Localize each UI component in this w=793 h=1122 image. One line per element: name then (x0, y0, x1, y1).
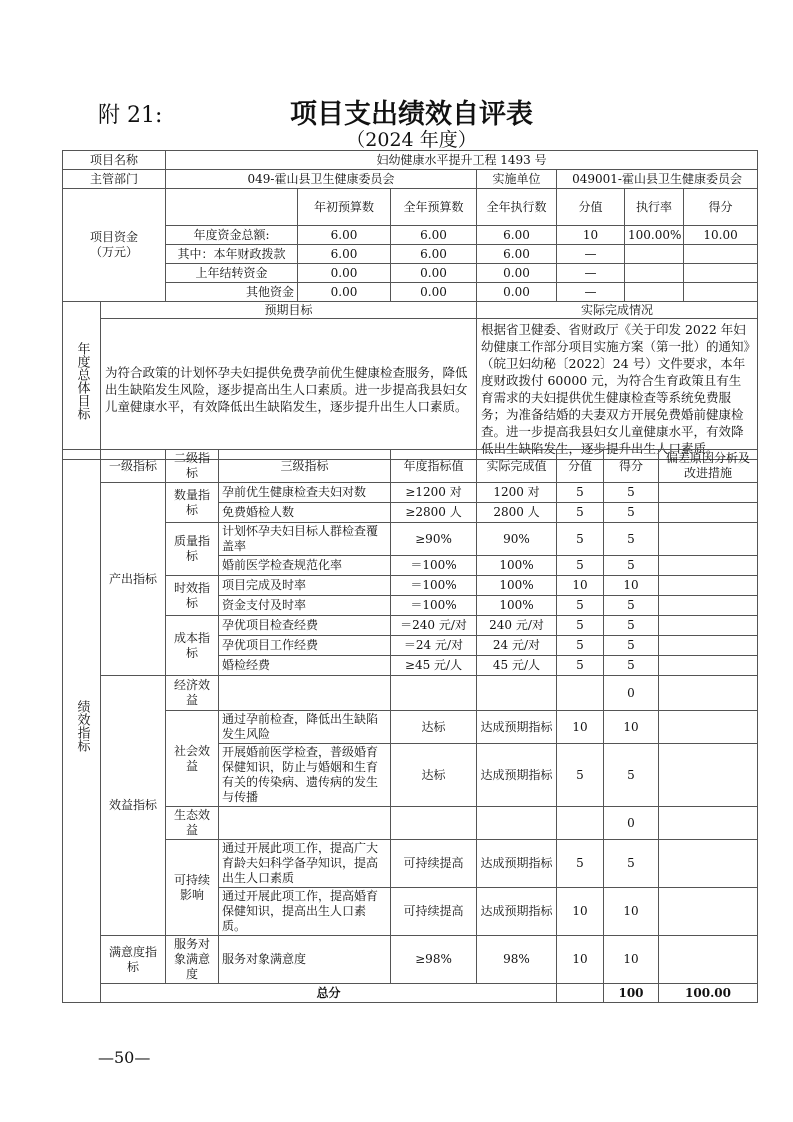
level2-social: 社会效益 (166, 711, 219, 807)
header-target: 年度指标值 (391, 450, 477, 483)
funds-row-label: 其他资金 (166, 283, 298, 302)
indicator-weight: 5 (557, 503, 604, 523)
indicator-score: 0 (604, 676, 659, 711)
indicator-weight: 10 (557, 888, 604, 936)
indicator-remark (659, 556, 758, 576)
indicator-target: ＝100% (391, 576, 477, 596)
indicator-name (219, 676, 391, 711)
funds-score-value: — (557, 283, 625, 302)
level2-ecological: 生态效益 (166, 807, 219, 840)
indicator-weight: 5 (557, 636, 604, 656)
department-label: 主管部门 (63, 170, 166, 189)
indicator-score: 5 (604, 503, 659, 523)
funds-score: 10.00 (684, 226, 758, 245)
funds-row (63, 283, 758, 302)
indicator-score: 5 (604, 596, 659, 616)
indicator-score: 5 (604, 744, 659, 807)
implementer-value: 049001-霍山县卫生健康委员会 (557, 170, 758, 189)
indicator-score: 10 (604, 576, 659, 596)
indicator-score: 5 (604, 656, 659, 676)
goals-content-row (63, 319, 758, 460)
indicator-name: 婚检经费 (219, 656, 391, 676)
indicator-actual: 达成预期指标 (477, 840, 557, 888)
level2-service: 服务对象满意度 (166, 936, 219, 984)
indicator-actual: 24 元/对 (477, 636, 557, 656)
indicator-remark (659, 656, 758, 676)
funds-annual: 6.00 (391, 245, 477, 264)
indicator-target: ≥98% (391, 936, 477, 984)
level1-benefit: 效益指标 (101, 676, 166, 936)
header-level3: 三级指标 (219, 450, 391, 483)
funds-row-label: 上年结转资金 (166, 264, 298, 283)
funds-initial: 6.00 (298, 226, 391, 245)
funds-header-row (63, 189, 758, 226)
level2-timeliness: 时效指标 (166, 576, 219, 616)
funds-header: 得分 (684, 189, 758, 226)
indicator-remark (659, 636, 758, 656)
level2-cost: 成本指标 (166, 616, 219, 676)
level1-satisfaction: 满意度指标 (101, 936, 166, 984)
attachment-label: 附 21: (98, 103, 163, 128)
indicator-row (63, 807, 758, 840)
indicator-target: ≥2800 人 (391, 503, 477, 523)
indicator-actual: 45 元/人 (477, 656, 557, 676)
indicator-row (63, 616, 758, 636)
indicator-row (63, 676, 758, 711)
indicators-table (62, 449, 758, 1003)
indicators-header-row (63, 450, 758, 483)
funds-initial: 6.00 (298, 245, 391, 264)
department-row (63, 170, 758, 189)
indicator-score: 5 (604, 523, 659, 556)
indicator-target: 达标 (391, 711, 477, 744)
indicator-name: 婚前医学检查规范化率 (219, 556, 391, 576)
indicator-name: 计划怀孕夫妇目标人群检查覆盖率 (219, 523, 391, 556)
indicator-remark (659, 503, 758, 523)
indicator-name: 通过开展此项工作，提高广大育龄夫妇科学备孕知识，提高出生人口素质 (219, 840, 391, 888)
indicator-actual: 达成预期指标 (477, 711, 557, 744)
indicator-target: 可持续提高 (391, 840, 477, 888)
project-name-value: 妇幼健康水平提升工程 1493 号 (166, 151, 758, 170)
indicator-remark (659, 711, 758, 744)
funds-row (63, 226, 758, 245)
funds-row (63, 264, 758, 283)
indicator-weight (557, 676, 604, 711)
funds-rate (625, 264, 684, 283)
indicator-actual: 达成预期指标 (477, 744, 557, 807)
indicator-remark (659, 936, 758, 984)
actual-completion-text: 根据省卫健委、省财政厅《关于印发 2022 年妇幼健康工作部分项目实施方案（第一批）的通知》（皖卫妇幼秘〔2022〕24 号）文件要求，本年度财政拨付 60000 元，为符合生育政策且有生育需求的夫妇提供优生健康检查等系统免费服务；为准备结婚的夫妻双方开展免费婚前健康检查。进一步提高我县妇女儿童健康水平，有效降低出生缺陷发生，逐步提升出生人口素质。 (477, 319, 758, 460)
funds-score-value: — (557, 245, 625, 264)
performance-indicators-label: 绩效指标 (63, 450, 101, 1003)
indicator-weight: 10 (557, 711, 604, 744)
funds-header: 分值 (557, 189, 625, 226)
page-title: 项目支出绩效自评表 (290, 99, 533, 130)
indicator-remark (659, 807, 758, 840)
page-subtitle: （2024 年度） (346, 129, 477, 151)
expected-goal-header: 预期目标 (101, 302, 477, 319)
funds-executed: 0.00 (477, 264, 557, 283)
indicator-weight: 5 (557, 656, 604, 676)
indicator-remark (659, 596, 758, 616)
funds-executed: 6.00 (477, 245, 557, 264)
indicator-target: ＝100% (391, 596, 477, 616)
indicator-actual: 100% (477, 576, 557, 596)
indicator-target: ＝24 元/对 (391, 636, 477, 656)
indicator-name (219, 807, 391, 840)
funds-rate (625, 283, 684, 302)
indicator-remark (659, 483, 758, 503)
header-remark: 偏差原因分析及改进措施 (659, 450, 758, 483)
indicator-target: 可持续提高 (391, 888, 477, 936)
indicator-weight: 5 (557, 744, 604, 807)
indicator-actual: 达成预期指标 (477, 888, 557, 936)
indicator-weight (557, 807, 604, 840)
project-name-label: 项目名称 (63, 151, 166, 170)
level1-output: 产出指标 (101, 483, 166, 676)
header-level2: 二级指标 (166, 450, 219, 483)
level2-quality: 质量指标 (166, 523, 219, 576)
funds-row-label: 年度资金总额: (166, 226, 298, 245)
indicator-row (63, 523, 758, 556)
indicator-weight: 5 (557, 840, 604, 888)
indicator-weight: 5 (557, 483, 604, 503)
indicator-score: 10 (604, 888, 659, 936)
indicator-actual (477, 676, 557, 711)
indicator-name: 项目完成及时率 (219, 576, 391, 596)
indicator-remark (659, 576, 758, 596)
funds-score-value: — (557, 264, 625, 283)
header-actual: 实际完成值 (477, 450, 557, 483)
project-name-row (63, 151, 758, 170)
funds-header: 全年执行数 (477, 189, 557, 226)
indicator-remark (659, 523, 758, 556)
indicator-row (63, 711, 758, 744)
indicator-name: 通过孕前检查，降低出生缺陷发生风险 (219, 711, 391, 744)
indicator-actual: 100% (477, 596, 557, 616)
funds-executed: 6.00 (477, 226, 557, 245)
indicator-name: 免费婚检人数 (219, 503, 391, 523)
indicator-target: 达标 (391, 744, 477, 807)
indicator-remark (659, 676, 758, 711)
indicator-weight: 10 (557, 576, 604, 596)
level2-economic: 经济效益 (166, 676, 219, 711)
funds-rate: 100.00% (625, 226, 684, 245)
department-value: 049-霍山县卫生健康委员会 (166, 170, 477, 189)
indicator-score: 5 (604, 616, 659, 636)
funds-label: 项目资金 （万元） (63, 189, 166, 302)
indicator-name: 孕优项目工作经费 (219, 636, 391, 656)
indicator-name: 资金支付及时率 (219, 596, 391, 616)
total-label: 总分 (101, 984, 557, 1003)
indicator-score: 0 (604, 807, 659, 840)
indicator-row (63, 483, 758, 503)
indicator-target: ≥1200 对 (391, 483, 477, 503)
funds-initial: 0.00 (298, 264, 391, 283)
indicator-target: ≥90% (391, 523, 477, 556)
indicator-name: 开展婚前医学检查，普级婚育保健知识，防止与婚姻和生育有关的传染病、遗传病的发生与传播 (219, 744, 391, 807)
indicator-weight: 5 (557, 523, 604, 556)
indicator-name: 服务对象满意度 (219, 936, 391, 984)
funds-header: 年初预算数 (298, 189, 391, 226)
funds-row (63, 245, 758, 264)
indicator-actual: 240 元/对 (477, 616, 557, 636)
level2-quantity: 数量指标 (166, 483, 219, 523)
goals-header-row (63, 302, 758, 319)
indicator-score: 5 (604, 636, 659, 656)
funds-header-blank (166, 189, 298, 226)
indicator-remark (659, 616, 758, 636)
indicator-remark (659, 888, 758, 936)
indicator-score: 5 (604, 483, 659, 503)
funds-executed: 0.00 (477, 283, 557, 302)
level2-sustainable: 可持续影响 (166, 840, 219, 936)
indicator-remark (659, 840, 758, 888)
indicator-actual (477, 807, 557, 840)
total-blank (557, 984, 604, 1003)
funds-header: 执行率 (625, 189, 684, 226)
indicator-score: 5 (604, 556, 659, 576)
funds-header: 全年预算数 (391, 189, 477, 226)
page-number: —50— (98, 1048, 151, 1067)
indicator-name: 孕前优生健康检查夫妇对数 (219, 483, 391, 503)
funds-annual: 0.00 (391, 283, 477, 302)
funds-initial: 0.00 (298, 283, 391, 302)
funds-row-label: 其中：本年财政拨款 (166, 245, 298, 264)
goals-table (62, 301, 758, 460)
total-row (63, 984, 758, 1003)
funds-annual: 0.00 (391, 264, 477, 283)
header-level1: 一级指标 (101, 450, 166, 483)
funds-annual: 6.00 (391, 226, 477, 245)
funds-rate (625, 245, 684, 264)
indicator-row (63, 840, 758, 888)
indicator-actual: 90% (477, 523, 557, 556)
indicator-score: 5 (604, 840, 659, 888)
expected-goal-text: 为符合政策的计划怀孕夫妇提供免费孕前优生健康检查服务，降低出生缺陷发生风险，逐步提高出生人口素质。进一步提高我县妇女儿童健康水平，有效降低出生缺陷发生，逐步提升出生人口素质。 (101, 319, 477, 460)
funds-score (684, 264, 758, 283)
indicator-actual: 1200 对 (477, 483, 557, 503)
total-score: 100.00 (659, 984, 758, 1003)
indicator-row (63, 576, 758, 596)
goals-label: 年度总体目标 (63, 302, 101, 460)
indicator-score: 10 (604, 936, 659, 984)
indicator-actual: 100% (477, 556, 557, 576)
indicator-weight: 5 (557, 556, 604, 576)
header-score: 得分 (604, 450, 659, 483)
indicator-actual: 98% (477, 936, 557, 984)
indicator-name: 孕优项目检查经费 (219, 616, 391, 636)
implementer-label: 实施单位 (477, 170, 557, 189)
header-weight: 分值 (557, 450, 604, 483)
indicator-weight: 5 (557, 596, 604, 616)
funds-score (684, 283, 758, 302)
actual-completion-header: 实际完成情况 (477, 302, 758, 319)
indicator-target: ＝100% (391, 556, 477, 576)
indicator-row (63, 936, 758, 984)
indicator-actual: 2800 人 (477, 503, 557, 523)
funds-score-value: 10 (557, 226, 625, 245)
indicator-target: ≥45 元/人 (391, 656, 477, 676)
indicator-remark (659, 744, 758, 807)
indicator-target: ＝240 元/对 (391, 616, 477, 636)
indicator-target (391, 676, 477, 711)
indicator-score: 10 (604, 711, 659, 744)
indicator-target (391, 807, 477, 840)
indicator-weight: 10 (557, 936, 604, 984)
total-weight: 100 (604, 984, 659, 1003)
indicator-name: 通过开展此项工作，提高婚育保健知识，提高出生人口素质。 (219, 888, 391, 936)
project-info-table (62, 150, 758, 302)
indicator-weight: 5 (557, 616, 604, 636)
funds-score (684, 245, 758, 264)
